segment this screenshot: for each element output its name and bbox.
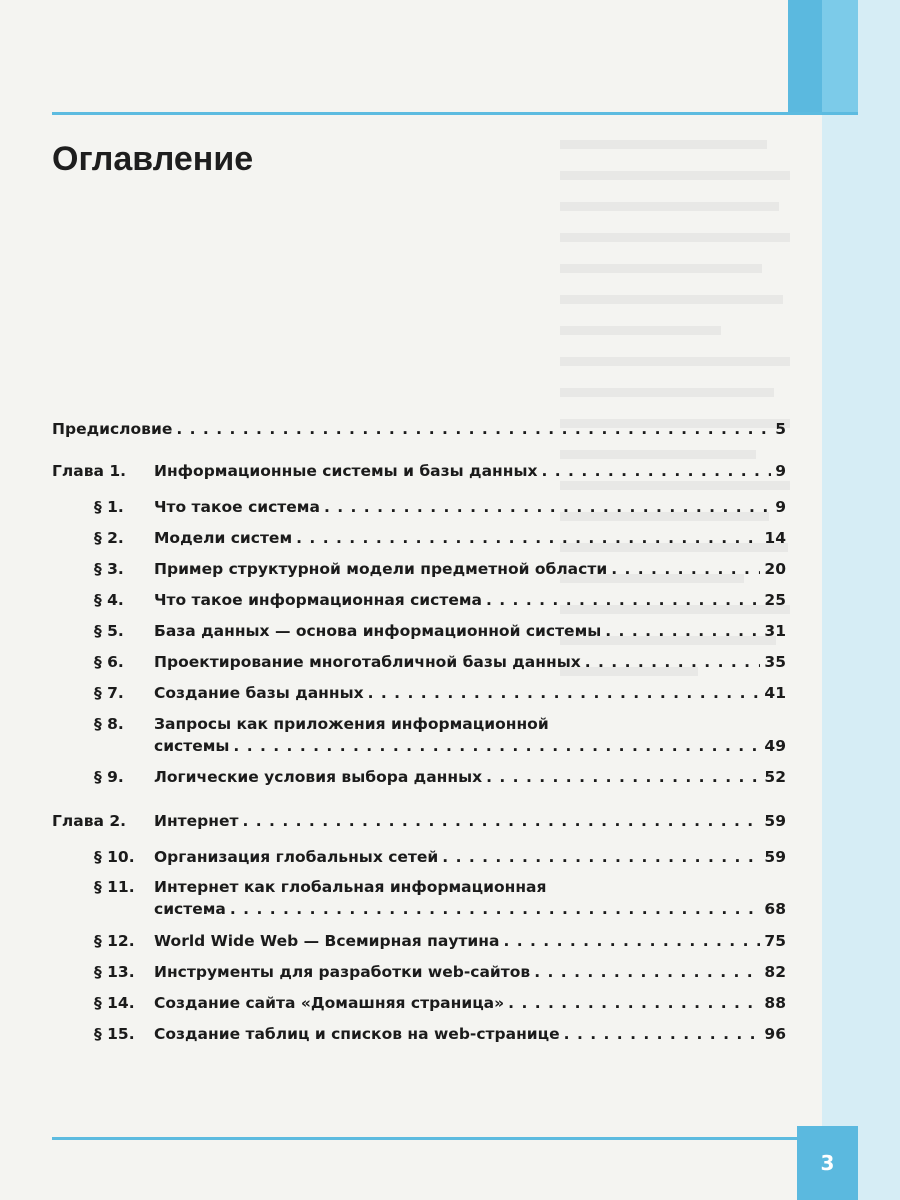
entry-title: Логические условия выбора данных (154, 768, 483, 786)
dot-leader (324, 498, 771, 516)
toc-entry-section-10 (52, 848, 786, 866)
toc-entry-section-13 (52, 963, 786, 981)
entry-page: 75 (764, 932, 786, 950)
dot-leader (242, 812, 760, 830)
entry-title: Пример структурной модели предметной области (154, 560, 608, 578)
toc-entry-chapter-1 (52, 462, 786, 480)
dot-leader (230, 900, 761, 918)
dot-leader (611, 560, 760, 578)
dot-leader (368, 684, 761, 702)
entry-number: § 2. (94, 529, 124, 547)
entry-page: 82 (764, 963, 786, 981)
entry-title: Что такое система (154, 498, 320, 516)
entry-page: 25 (764, 591, 786, 609)
toc-entry-section-9 (52, 768, 786, 786)
entry-number: Глава 1. (52, 462, 127, 480)
entry-title: система (154, 900, 226, 918)
entry-page: 59 (764, 848, 786, 866)
entry-number: § 12. (94, 932, 135, 950)
entry-page: 14 (764, 529, 786, 547)
toc-entry-section-3 (52, 560, 786, 578)
entry-page: 9 (775, 498, 786, 516)
entry-title: Организация глобальных сетей (154, 848, 439, 866)
toc-entry-section-12 (52, 932, 786, 950)
entry-page: 9 (775, 462, 786, 480)
entry-number: § 13. (94, 963, 135, 981)
dot-leader (442, 848, 760, 866)
entry-page: 88 (764, 994, 786, 1012)
entry-title: Модели систем (154, 529, 293, 547)
page-title: Оглавление (52, 140, 254, 178)
toc-entry-section-15 (52, 1025, 786, 1043)
toc-entry-section-1 (52, 498, 786, 516)
entry-number: § 7. (94, 684, 124, 702)
dot-leader (564, 1025, 761, 1043)
header-tab (788, 0, 858, 112)
toc-entry-section-5 (52, 622, 786, 640)
entry-title: Информационные системы и базы данных (154, 462, 538, 480)
entry-page: 31 (764, 622, 786, 640)
entry-title: Инструменты для разработки web-сайтов (154, 963, 531, 981)
dot-leader (503, 932, 760, 950)
entry-title: Предисловие (52, 420, 173, 438)
dot-leader (508, 994, 760, 1012)
entry-number: § 11. (94, 878, 135, 896)
entry-title: Проектирование многотабличной базы данных (154, 653, 581, 671)
entry-page: 35 (764, 653, 786, 671)
dot-leader (486, 768, 760, 786)
bottom-rule (52, 1137, 797, 1140)
entry-number: § 1. (94, 498, 124, 516)
entry-page: 49 (764, 737, 786, 755)
entry-number: § 5. (94, 622, 124, 640)
entry-title: World Wide Web — Всемирная паутина (154, 932, 500, 950)
entry-page: 68 (764, 900, 786, 918)
entry-page: 59 (764, 812, 786, 830)
toc-entry-section-2 (52, 529, 786, 547)
entry-page: 96 (764, 1025, 786, 1043)
entry-page: 20 (764, 560, 786, 578)
dot-leader (541, 462, 771, 480)
toc-entry-preface (52, 420, 786, 438)
entry-title: Что такое информационная система (154, 591, 482, 609)
toc-entry-section-14 (52, 994, 786, 1012)
dot-leader (296, 529, 760, 547)
dot-leader (486, 591, 760, 609)
entry-title: Интернет (154, 812, 239, 830)
page-edge-strip (822, 0, 900, 1200)
entry-title: системы (154, 737, 230, 755)
entry-title-line1: Интернет как глобальная информационная (154, 878, 547, 896)
entry-title: Создание таблиц и списков на web-странице (154, 1025, 560, 1043)
entry-number: § 15. (94, 1025, 135, 1043)
entry-number: § 9. (94, 768, 124, 786)
entry-number: § 4. (94, 591, 124, 609)
entry-title-line1: Запросы как приложения информационной (154, 715, 549, 733)
entry-number: § 6. (94, 653, 124, 671)
page-number: 3 (797, 1126, 858, 1200)
entry-number: § 3. (94, 560, 124, 578)
toc-entry-section-6 (52, 653, 786, 671)
toc-entry-section-4 (52, 591, 786, 609)
dot-leader (176, 420, 771, 438)
entry-page: 5 (775, 420, 786, 438)
toc-entry-section-8 (52, 715, 786, 755)
entry-number: § 8. (94, 715, 124, 733)
dot-leader (534, 963, 760, 981)
entry-title: Создание сайта «Домашняя страница» (154, 994, 505, 1012)
dot-leader (585, 653, 761, 671)
dot-leader (605, 622, 760, 640)
toc-entry-section-7 (52, 684, 786, 702)
toc-entry-section-11 (52, 878, 786, 918)
top-rule (52, 112, 858, 115)
entry-number: § 10. (94, 848, 135, 866)
entry-page: 41 (764, 684, 786, 702)
toc-entry-chapter-2 (52, 812, 786, 830)
dot-leader (233, 737, 760, 755)
entry-number: § 14. (94, 994, 135, 1012)
entry-title: База данных — основа информационной системы (154, 622, 602, 640)
entry-number: Глава 2. (52, 812, 127, 830)
entry-title: Создание базы данных (154, 684, 364, 702)
entry-page: 52 (764, 768, 786, 786)
